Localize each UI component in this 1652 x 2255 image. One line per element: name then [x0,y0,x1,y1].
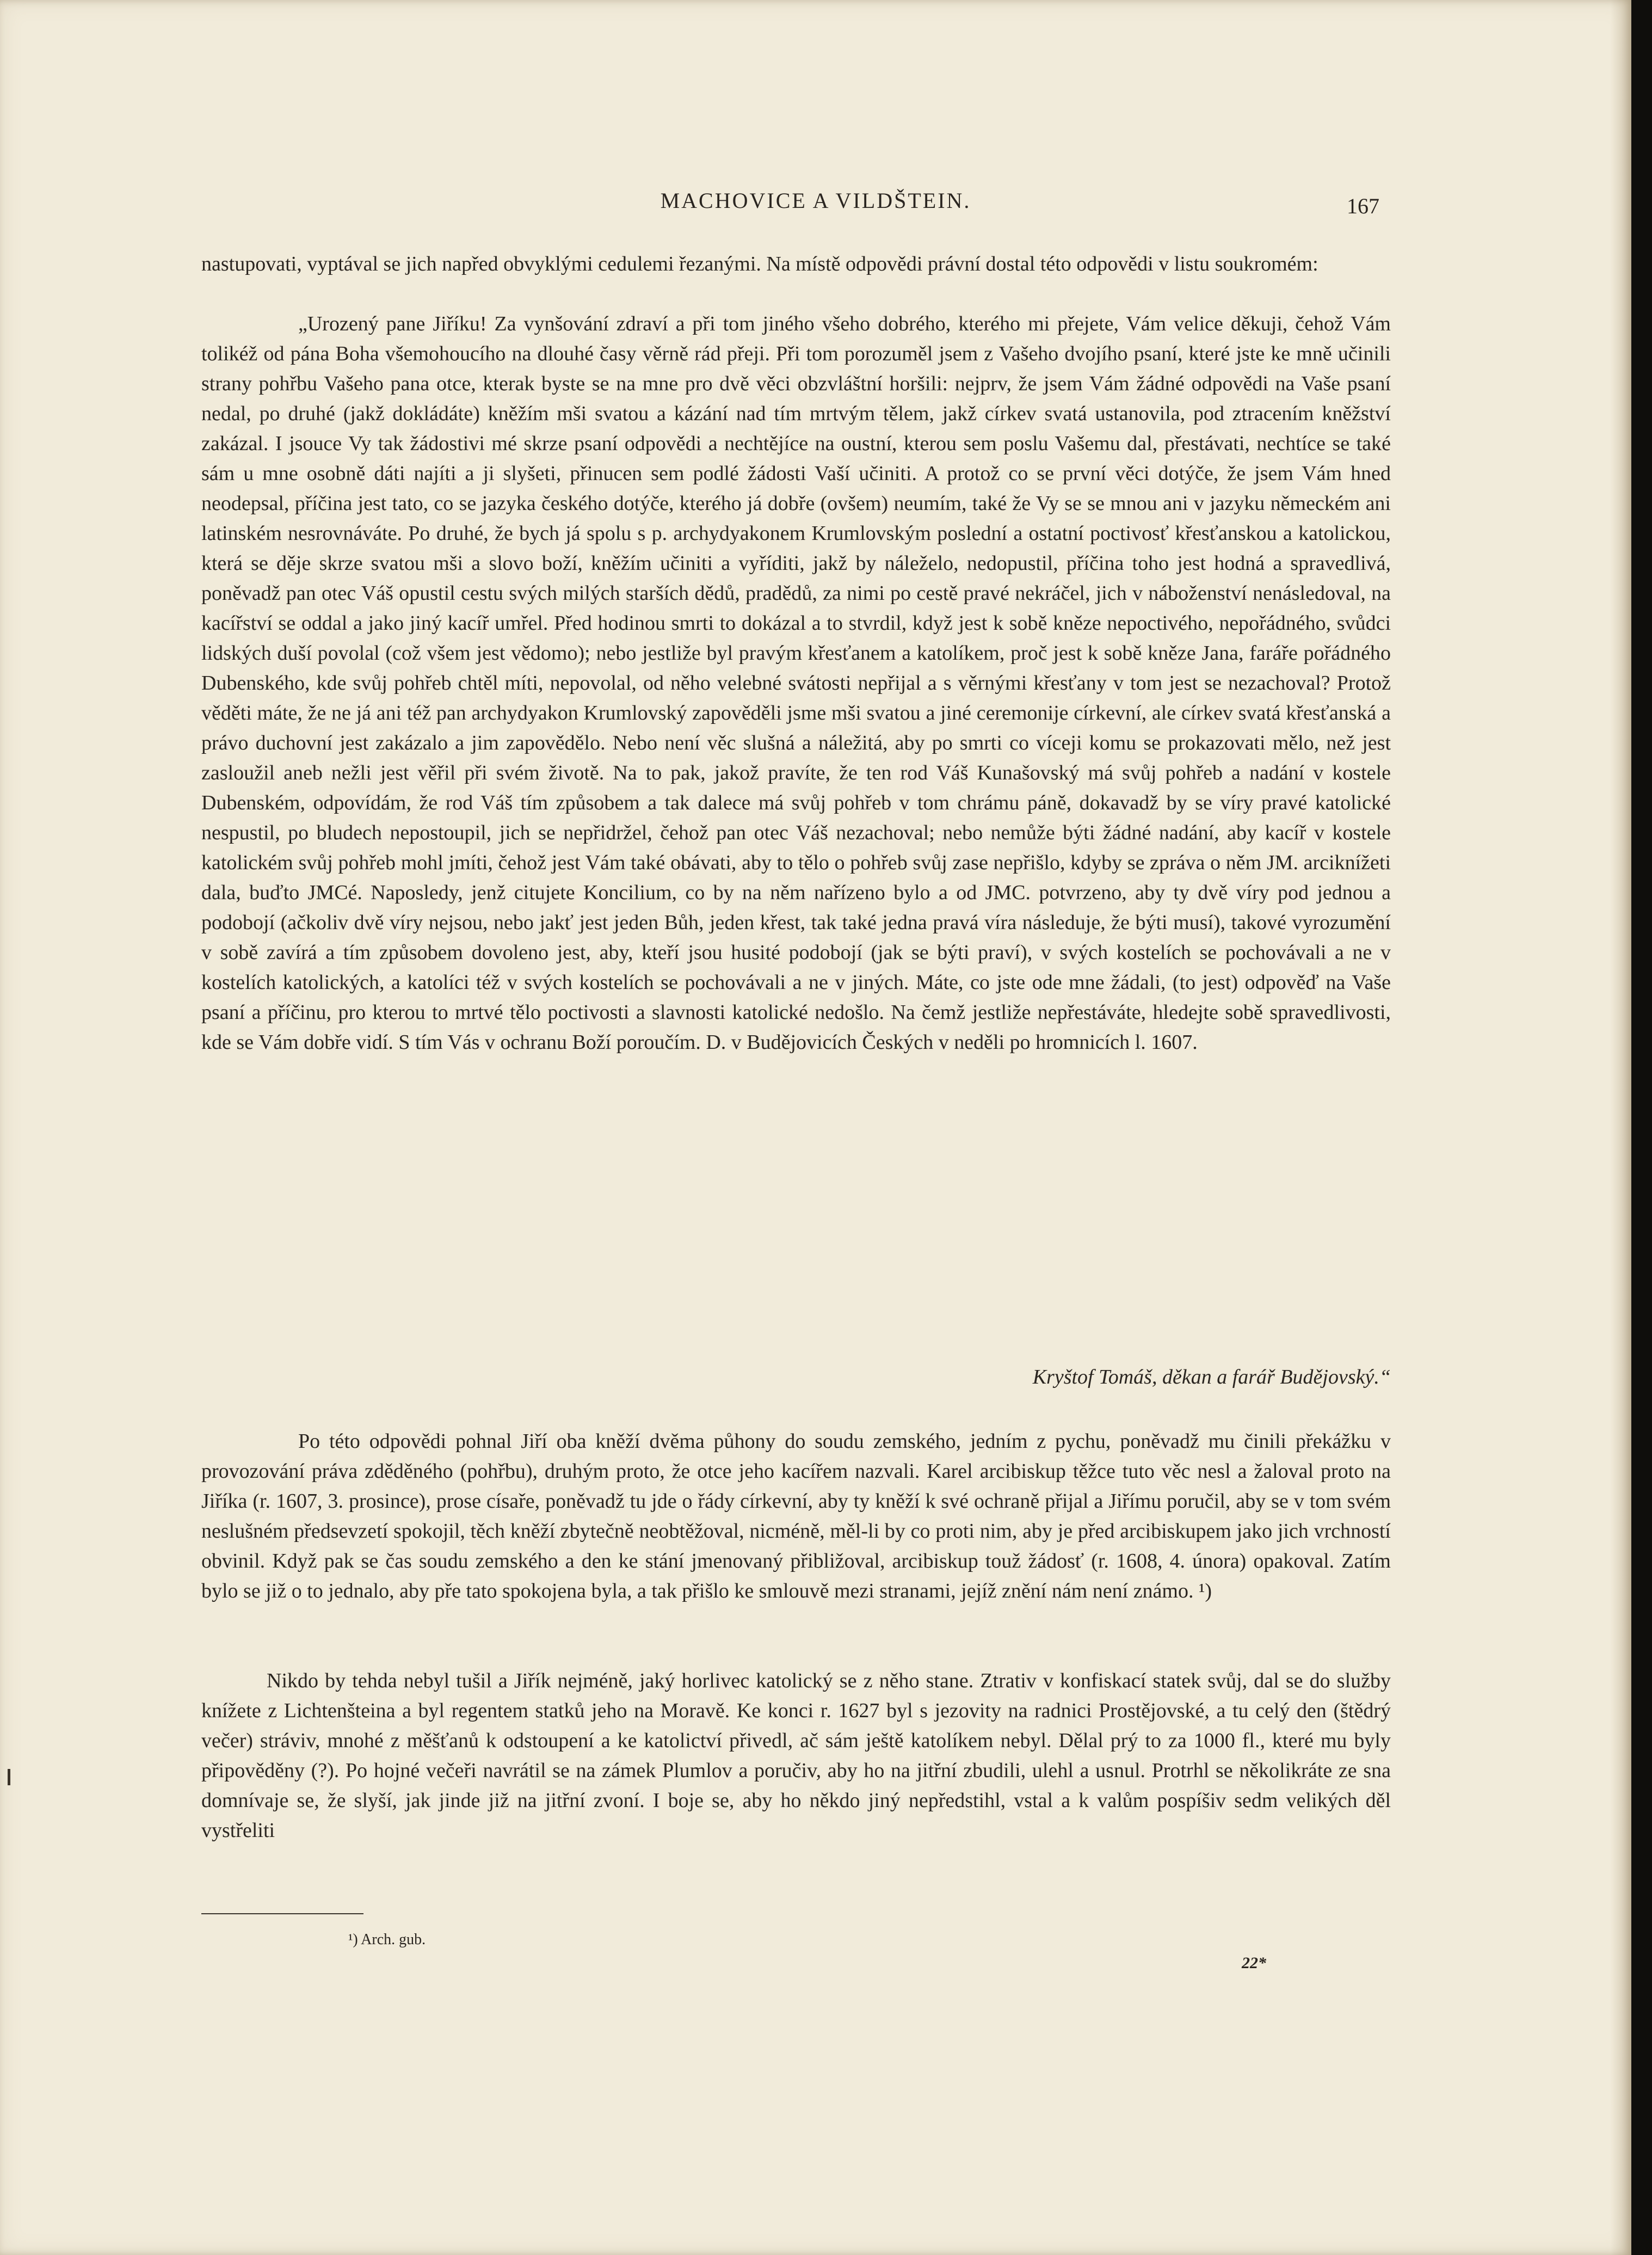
footnote: ¹) Arch. gub. [348,1931,426,1948]
letter-signature: Kryštof Tomáš, děkan a farář Budějovský.“ [1032,1366,1391,1388]
running-header: MACHOVICE A VILDŠTEIN. [660,188,971,213]
scan-border [1631,0,1652,2255]
footnote-divider [201,1913,363,1914]
paragraph-1: nastupovati, vyptával se jich napřed obvyklými cedulemi řezanými. Na místě odpovědi právní dostal této odpovědi v listu soukromém: [201,253,1318,275]
paragraph-4: Nikdo by tehda nebyl tušil a Jiřík nejméně, jaký horlivec katolický se z něho stane. Ztrativ v konfiskací statek svůj, dal se do služby knížete z Lichtenšteina a byl regentem statků jeho na Moravě. Ke konci r. 1627 byl s jezovity na radnici Prostějovské, a tu celý den (štědrý večer) stráviv, mnohé z měšťanů k odstoupení a ke katolictví přivedl, ač sám ještě katolíkem nebyl. Dělal prý to za 1000 fl., které mu byly připověděny (?). Po hojné večeři navrátil se na zámek Plumlov a poručiv, aby ho na jitřní zbudili, ulehl a usnul. Protrhl se několikráte ze sna domnívaje se, že slyší, jak jinde již na jitřní zvoní. I boje se, aby ho někdo jiný nepředstihl, vstal a k valům pospíšiv sedm velikých děl vystřeliti [201,1669,1391,1842]
printer-signature-mark: 22* [1242,1954,1266,1972]
binding-mark [8,1769,10,1785]
letter-paragraph: „Urozený pane Jiříku! Za vynšování zdraví a při tom jiného všeho dobrého, kterého mi přejete, Vám velice děkuji, čehož Vám tolikéž od pána Boha všemohoucího na dlouhé časy věrně rád přeji. Při tom porozuměl jsem z Vašeho dvojího psaní, které jste ke mně učinili strany pohřbu Vašeho pana otce, kterak byste se na mne pro dvě věci obzvláštní horšili: nejprv, že jsem Vám žádné odpovědi na Vaše psaní nedal, po druhé (jakž dokládáte) kněžím mši svatou a kázání nad tím mrtvým tělem, jakž církev svatá ustanovila, pod ztracením kněžství zakázal. I jsouce Vy tak žádostivi mé skrze psaní odpovědi a nechtějíce na oustní, kterou sem poslu Vašemu dal, přestávati, nechtíce se také sám u mne osobně dáti najíti a ji slyšeti, přinucen sem podlé žádosti Vaší učiniti. A protož co se první věci dotýče, že jsem Vám hned neodepsal, příčina jest tato, co se jazyka českého dotýče, kterého já dobře (ovšem) neumím, také že Vy se se mnou ani v jazyku německém ani latinském nesrovnáváte. Po druhé, že bych já spolu s p. archydyakonem Krumlovským poslední a ostatní poctivosť křesťanskou a katolickou, která se děje skrze svatou mši a slovo boží, kněžím učiniti a vyříditi, jakž by náleželo, nedopustil, příčina toho jest hodná a spravedlivá, poněvadž pan otec Váš opustil cestu svých milých starších dědů, pradědů, za nimi po cestě pravé nekráčel, jich v náboženství nenásledoval, na kacířství se oddal a jako jiný kacíř umřel. Před hodinou smrti to dokázal a to stvrdil, když jest k sobě kněze nepoctivého, nepořádného, svůdci lidských duší povolal (což všem jest vědomo); nebo jestliže byl pravým křesťanem a katolíkem, proč jest k sobě kněze Jana, faráře pořádného Dubenského, kde svůj pohřeb chtěl míti, nepovolal, od něho velebné svátosti nepřijal a s věrnými křesťany v tom jest se nezachoval? Protož věděti máte, že ne já ani též pan archydyakon Krumlovský zapověděli jsme mši svatou a jiné ceremonije církevní, ale církev svatá křesťanská a právo duchovní jest zakázalo a jim zapovědělo. Nebo není věc slušná a náležitá, aby po smrti co víceji komu se prokazovati mělo, než jest zasloužil aneb nežli jest věřil při svém životě. Na to pak, jakož pravíte, že ten rod Váš Kunašovský má svůj pohřeb a nadání v kostele Dubenském, odpovídám, že rod Váš tím způsobem a tak dalece má svůj pohřeb v tom chrámu páně, dokavadž by se víry pravé katolické nespustil, po bludech nepostoupil, jich se nepřidržel, čehož pan otec Váš nezachoval; nebo nemůže býti žádné nadání, aby kacíř v kostele katolickém svůj pohřeb mohl jmíti, čehož jest Vám také obávati, aby to tělo o pohřeb svůj zase nepřišlo, kdyby se zpráva o něm JM. arciknížeti dala, buďto JMCé. Naposledy, jenž citujete Koncilium, co by na něm nařízeno bylo a od JMC. potvrzeno, aby ty dvě víry pod jednou a podobojí (ačkoliv dvě víry nejsou, nebo jakť jest jeden Bůh, jeden křest, tak také jedna pravá víra následuje, že býti musí), takové vyrozumění v sobě zavírá a tím způsobem dovoleno jest, aby, kteří jsou husité podobojí (jak se býti praví), v svých kostelích se pochovávali a ne v kostelích katolických, a katolíci též v svých kostelích se pochovávali a ne v jiných. Máte, co jste ode mne žádali, (to jest) odpověď na Vaše psaní a příčinu, pro kterou to mrtvé tělo poctivosti a slavnosti katolické nedošlo. Na čemž jestliže nepřestáváte, hledejte sobě spravedlivosti, kde se Vám dobře vidí. S tím Vás v ochranu Boží poroučím. D. v Budějovicích Českých v neděli po hromnicích l. 1607. [201,312,1391,1054]
paragraph-3: Po této odpovědi pohnal Jiří oba kněží dvěma půhony do soudu zemského, jedním z pychu, poněvadž mu činili překážku v provozování práva zděděného (pohřbu), druhým proto, že otce jeho kacířem nazvali. Karel arcibiskup těžce tuto věc nesl a žaloval proto na Jiříka (r. 1607, 3. prosince), prose císaře, poněvadž tu jde o řády církevní, aby ty kněží k své ochraně přijal a Jiřímu poručil, aby se v tom svém neslušném předsevzetí spokojil, těch kněží zbytečně neobtěžoval, nicméně, měl-li by co proti nim, aby je před arcibiskupem jako jich vrchností obvinil. Když pak se čas soudu zemského a den ke stání jmenovaný přibližoval, arcibiskup touž žádosť (r. 1608, 4. února) opakoval. Zatím bylo se již o to jednalo, aby pře tato spokojena byla, a tak přišlo ke smlouvě mezi stranami, jejíž znění nám není známo. ¹) [201,1430,1391,1602]
page-number: 167 [1347,194,1379,218]
